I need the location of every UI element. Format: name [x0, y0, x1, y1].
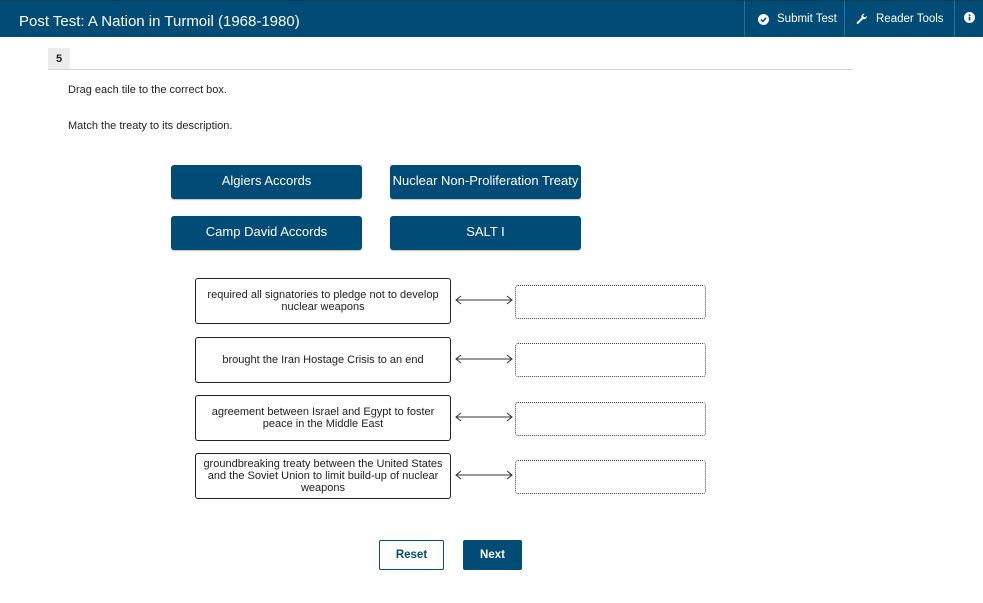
- description-box: [195, 278, 451, 324]
- double-arrow-icon: [454, 295, 514, 305]
- header-bar: [0, 0, 983, 37]
- description-box: [195, 453, 451, 499]
- description-text: groundbreaking treaty between the United States and the Soviet Union to limit build-up of nuclear weapons: [203, 458, 443, 494]
- description-text: agreement between Israel and Egypt to foster peace in the Middle East: [211, 406, 435, 430]
- drop-target[interactable]: [515, 402, 706, 436]
- tile-nuclear-non-proliferation-treaty[interactable]: Nuclear Non-Proliferation Treaty: [390, 165, 581, 199]
- double-arrow-icon: [454, 470, 514, 480]
- description-box: [195, 337, 451, 383]
- drop-target[interactable]: [515, 460, 706, 494]
- info-icon: [964, 12, 975, 26]
- reset-button[interactable]: Reset: [379, 540, 444, 570]
- check-circle-icon: [757, 13, 769, 25]
- submit-test-label: Submit Test: [777, 13, 837, 25]
- drop-target[interactable]: [515, 285, 706, 319]
- question-number: 5: [48, 48, 70, 69]
- info-button[interactable]: [954, 1, 983, 37]
- page-title: Post Test: A Nation in Turmoil (1968-1980): [19, 13, 300, 30]
- question-number-row: [48, 48, 853, 70]
- tile-algiers-accords[interactable]: Algiers Accords: [171, 165, 362, 199]
- double-arrow-icon: [454, 412, 514, 422]
- reader-tools-button[interactable]: [844, 1, 954, 37]
- next-button[interactable]: Next: [463, 540, 522, 570]
- double-arrow-icon: [454, 354, 514, 364]
- submit-test-button[interactable]: [744, 1, 844, 37]
- description-text: brought the Iran Hostage Crisis to an end: [222, 354, 424, 366]
- instruction-text: Drag each tile to the correct box.: [68, 84, 227, 96]
- description-text: required all signatories to pledge not to develop nuclear weapons: [207, 289, 439, 313]
- wrench-icon: [856, 13, 868, 25]
- tile-camp-david-accords[interactable]: Camp David Accords: [171, 216, 362, 250]
- drop-target[interactable]: [515, 343, 706, 377]
- tile-salt-i[interactable]: SALT I: [390, 216, 581, 250]
- description-box: [195, 395, 451, 441]
- question-prompt: Match the treaty to its description.: [68, 120, 233, 132]
- reader-tools-label: Reader Tools: [876, 13, 944, 25]
